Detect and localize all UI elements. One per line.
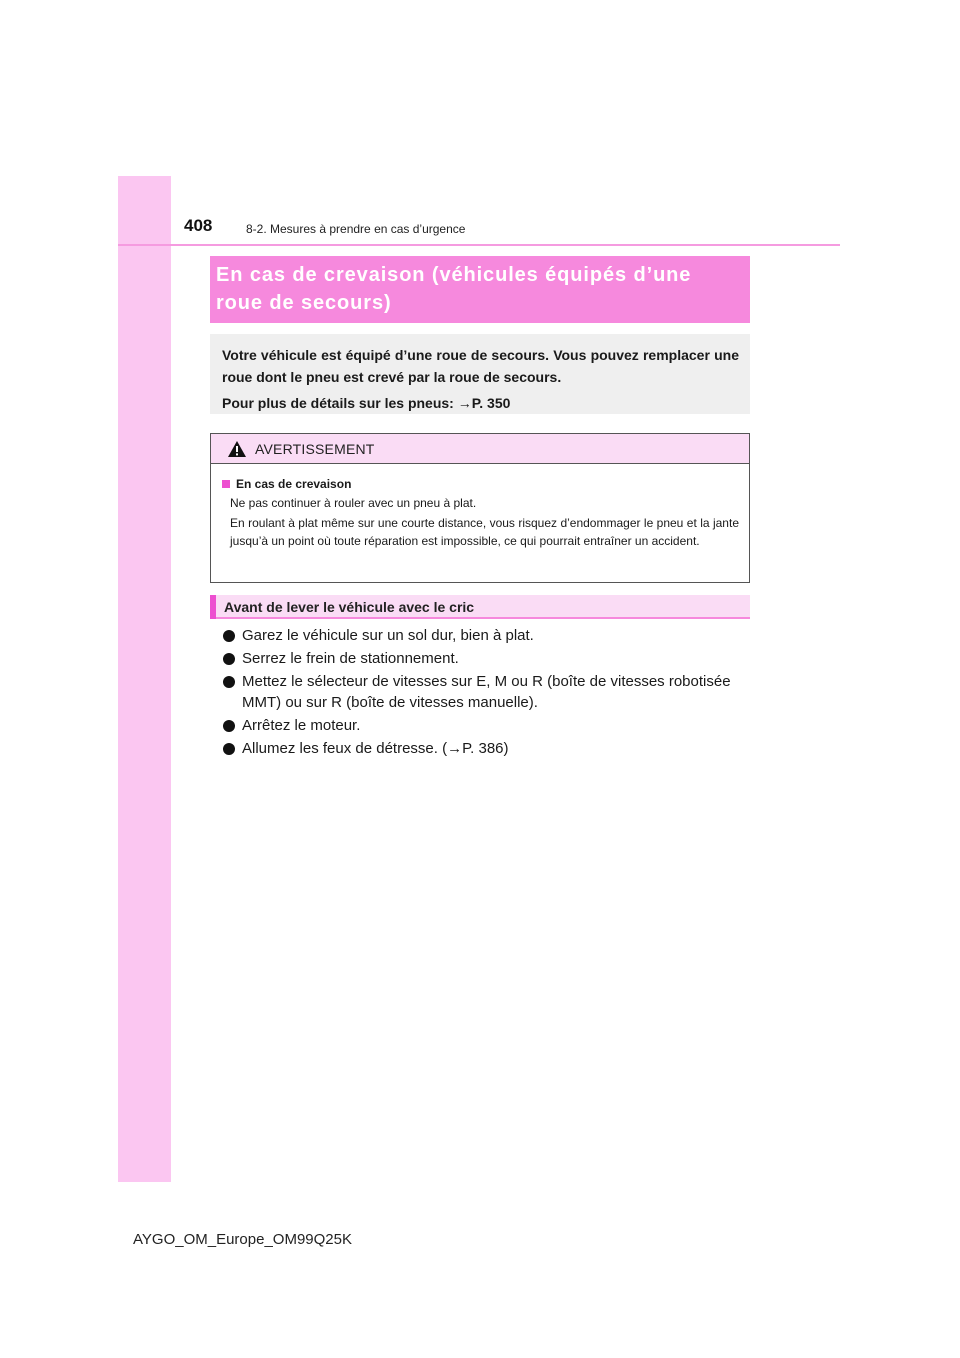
header-rule <box>118 244 840 246</box>
intro-paragraph: Votre véhicule est équipé d’une roue de secours. Vous pouvez remplacer une roue dont le pneu est crevé par la roue de secours. <box>222 347 739 385</box>
list-item-text: Arrêtez le moteur. <box>242 717 361 734</box>
warning-header <box>211 434 749 464</box>
tires-reference-page: P. 350 <box>471 395 511 411</box>
list-item-text: Garez le véhicule sur un sol dur, bien à plat. <box>242 627 534 644</box>
page-title-line-1: En cas de crevaison (véhicules équipés d’une <box>216 264 692 286</box>
warning-triangle-icon <box>227 440 247 458</box>
footer-document-code: AYGO_OM_Europe_OM99Q25K <box>133 1231 352 1248</box>
page-title-line-2: roue de secours) <box>216 292 392 314</box>
page-number: 408 <box>184 216 213 235</box>
bullet-icon <box>223 676 235 688</box>
list-item <box>222 625 750 646</box>
square-bullet-icon <box>222 480 230 488</box>
bullet-icon <box>223 743 235 755</box>
warning-line-1: Ne pas continuer à rouler avec un pneu à plat. <box>230 496 477 510</box>
subsection-accent-bar <box>210 595 216 619</box>
tires-reference <box>222 392 739 414</box>
arrow-icon: → <box>457 395 472 411</box>
page-title-box <box>210 256 750 323</box>
subsection-header <box>210 595 750 619</box>
warning-subheading <box>222 476 739 492</box>
side-tab <box>118 176 171 1182</box>
list-item <box>222 738 750 759</box>
list-item <box>222 671 750 713</box>
list-item-text: Allumez les feux de détresse. (→P. 386) <box>242 740 509 757</box>
steps-list <box>222 625 750 761</box>
intro-box <box>210 334 750 414</box>
tires-reference-label: Pour plus de détails sur les pneus: <box>222 395 458 411</box>
subsection-title: Avant de lever le véhicule avec le cric <box>224 599 475 615</box>
list-item <box>222 648 750 669</box>
bullet-icon <box>223 720 235 732</box>
bullet-icon <box>223 630 235 642</box>
section-header: 8-2. Mesures à prendre en cas d’urgence <box>246 222 466 236</box>
warning-heading: AVERTISSEMENT <box>255 441 375 457</box>
warning-line-2: En roulant à plat même sur une courte distance, vous risquez d’endommager le pneu et la jante jusqu’à un point où toute réparation est impossible, ce qui pourrait entraîner un accident. <box>230 516 739 548</box>
warning-body <box>211 464 749 550</box>
warning-subheading-text: En cas de crevaison <box>236 477 352 491</box>
list-item <box>222 715 750 736</box>
warning-box <box>210 433 750 583</box>
bullet-icon <box>223 653 235 665</box>
list-item-text: Serrez le frein de stationnement. <box>242 650 459 667</box>
list-item-text: Mettez le sélecteur de vitesses sur E, M ou R (boîte de vitesses robotisée MMT) ou sur R (boîte de vitesses manuelle). <box>242 673 731 711</box>
